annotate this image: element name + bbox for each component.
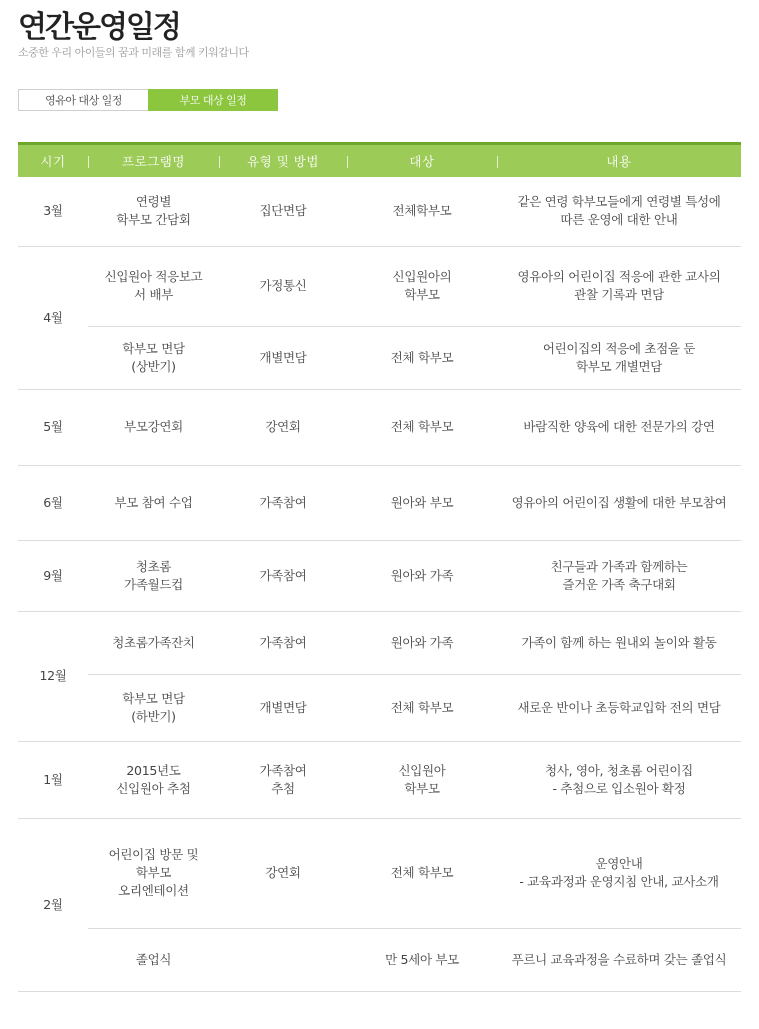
type-cell: 가족참여 xyxy=(219,540,347,611)
table-row xyxy=(18,246,741,326)
header-target: 대상 xyxy=(347,144,497,178)
schedule-table xyxy=(18,142,741,992)
program-cell: 청초롬 가족월드컵 xyxy=(88,540,219,611)
month-cell: 5월 xyxy=(18,389,88,465)
table-header-row xyxy=(18,144,741,178)
type-cell: 가족참여 xyxy=(219,611,347,674)
content-cell: 영유아의 어린이집 적응에 관한 교사의 관찰 기록과 면담 xyxy=(497,246,741,326)
type-cell xyxy=(219,928,347,991)
schedule-tabs xyxy=(18,89,278,111)
header-period: 시기 xyxy=(18,144,88,178)
type-cell: 개별면담 xyxy=(219,326,347,389)
target-cell: 원아와 가족 xyxy=(347,611,497,674)
type-cell: 가족참여 xyxy=(219,465,347,540)
target-cell: 전체 학부모 xyxy=(347,674,497,741)
target-cell: 전체 학부모 xyxy=(347,326,497,389)
content-cell: 새로운 반이나 초등학교입학 전의 면담 xyxy=(497,674,741,741)
content-cell: 친구들과 가족과 함께하는 즐거운 가족 축구대회 xyxy=(497,540,741,611)
content-cell: 같은 연령 학부모들에게 연령별 특성에 따른 운영에 대한 안내 xyxy=(497,177,741,246)
table-row xyxy=(18,818,741,928)
month-cell: 4월 xyxy=(18,246,88,389)
table-row xyxy=(18,389,741,465)
table-row xyxy=(18,928,741,991)
header-program: 프로그램명 xyxy=(88,144,219,178)
target-cell: 전체학부모 xyxy=(347,177,497,246)
program-cell: 학부모 면담 (상반기) xyxy=(88,326,219,389)
table-row xyxy=(18,674,741,741)
type-cell: 집단면담 xyxy=(219,177,347,246)
content-cell: 운영안내 - 교육과정과 운영지침 안내, 교사소개 xyxy=(497,818,741,928)
table-row xyxy=(18,741,741,818)
table-row xyxy=(18,465,741,540)
header-type: 유형 및 방법 xyxy=(219,144,347,178)
program-cell: 신입원아 적응보고 서 배부 xyxy=(88,246,219,326)
target-cell: 만 5세아 부모 xyxy=(347,928,497,991)
target-cell: 전체 학부모 xyxy=(347,818,497,928)
program-cell: 2015년도 신입원아 추첨 xyxy=(88,741,219,818)
content-cell: 영유아의 어린이집 생활에 대한 부모참여 xyxy=(497,465,741,540)
target-cell: 신입원아의 학부모 xyxy=(347,246,497,326)
program-cell: 연령별 학부모 간담회 xyxy=(88,177,219,246)
program-cell: 부모 참여 수업 xyxy=(88,465,219,540)
program-cell: 졸업식 xyxy=(88,928,219,991)
content-cell: 가족이 함께 하는 원내외 놀이와 활동 xyxy=(497,611,741,674)
content-cell: 청사, 영아, 청초롬 어린이집 - 추첨으로 입소원아 확정 xyxy=(497,741,741,818)
target-cell: 전체 학부모 xyxy=(347,389,497,465)
target-cell: 원아와 가족 xyxy=(347,540,497,611)
program-cell: 부모강연회 xyxy=(88,389,219,465)
content-cell: 바람직한 양육에 대한 전문가의 강연 xyxy=(497,389,741,465)
type-cell: 강연회 xyxy=(219,389,347,465)
content-cell: 푸르니 교육과정을 수료하며 갖는 졸업식 xyxy=(497,928,741,991)
program-cell: 학부모 면담 (하반기) xyxy=(88,674,219,741)
target-cell: 원아와 부모 xyxy=(347,465,497,540)
header-content: 내용 xyxy=(497,144,741,178)
table-row xyxy=(18,177,741,246)
page-subtitle: 소중한 우리 아이들의 꿈과 미래를 함께 키워갑니다 xyxy=(18,46,249,59)
month-cell: 9월 xyxy=(18,540,88,611)
table-row xyxy=(18,326,741,389)
type-cell: 개별면담 xyxy=(219,674,347,741)
content-cell: 어린이집의 적응에 초점을 둔 학부모 개별면담 xyxy=(497,326,741,389)
month-cell: 12월 xyxy=(18,611,88,741)
month-cell: 1월 xyxy=(18,741,88,818)
type-cell: 가족참여 추첨 xyxy=(219,741,347,818)
page-title: 연간운영일정 xyxy=(18,10,180,45)
tab-parent-schedule[interactable]: 부모 대상 일정 xyxy=(148,89,278,111)
program-cell: 어린이집 방문 및 학부모 오리엔테이션 xyxy=(88,818,219,928)
program-cell: 청초롬가족잔치 xyxy=(88,611,219,674)
tab-children-schedule[interactable]: 영유아 대상 일정 xyxy=(18,89,148,111)
month-cell: 6월 xyxy=(18,465,88,540)
type-cell: 가정통신 xyxy=(219,246,347,326)
month-cell: 3월 xyxy=(18,177,88,246)
table-row xyxy=(18,611,741,674)
type-cell: 강연회 xyxy=(219,818,347,928)
table-row xyxy=(18,540,741,611)
month-cell: 2월 xyxy=(18,818,88,991)
target-cell: 신입원아 학부모 xyxy=(347,741,497,818)
